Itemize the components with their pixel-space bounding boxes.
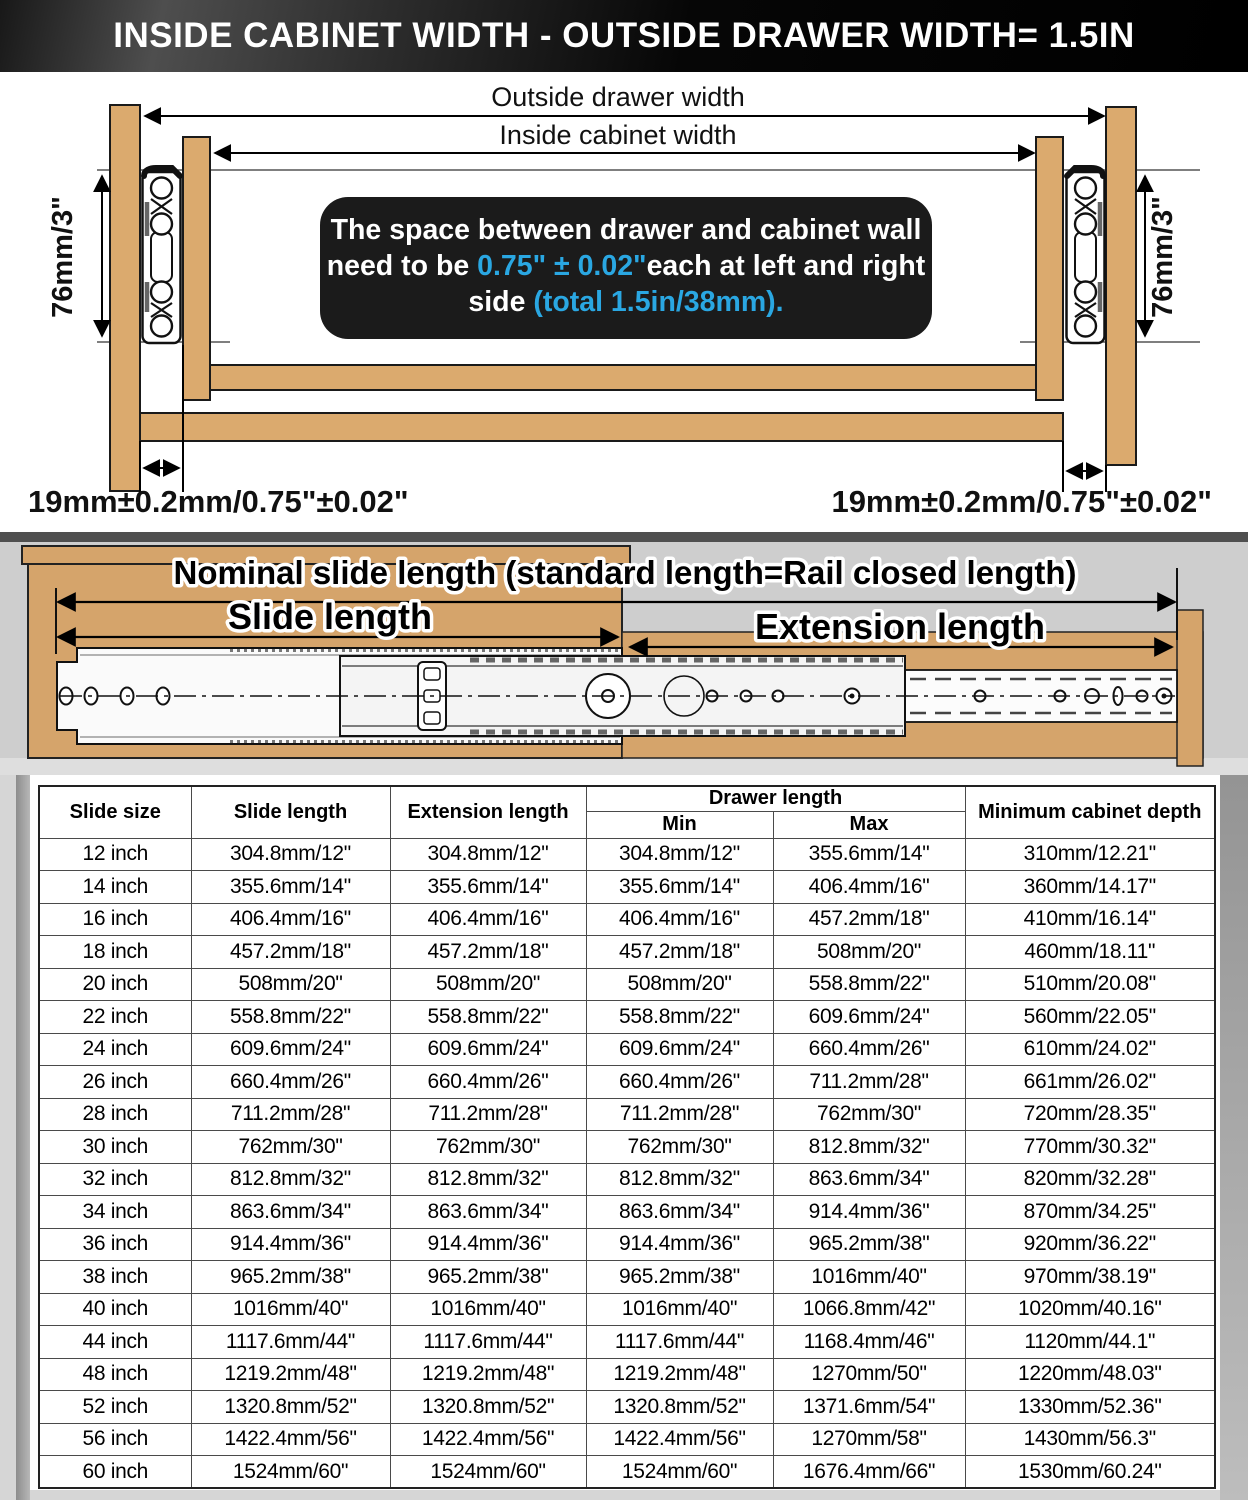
spacing-info-box [320, 197, 932, 339]
table-cell: 711.2mm/28" [191, 1098, 390, 1131]
table-cell: 410mm/16.14" [965, 903, 1215, 936]
table-cell: 560mm/22.05" [965, 1001, 1215, 1034]
nominal-length-label: Nominal slide length (standard length=Rail closed length) [173, 554, 1077, 591]
table-cell: 1117.6mm/44" [191, 1326, 390, 1359]
table-cell: 56 inch [39, 1423, 191, 1456]
table-cell: 965.2mm/38" [773, 1228, 965, 1261]
table-body [39, 838, 1215, 1488]
table-cell: 1524mm/60" [191, 1456, 390, 1489]
table-cell: 32 inch [39, 1163, 191, 1196]
title-banner [0, 0, 1248, 72]
table-cell: 457.2mm/18" [586, 936, 773, 969]
table-row [39, 1261, 1215, 1294]
header-slide-length: Slide length [191, 786, 390, 838]
header-drawer-length-min: Min [586, 811, 773, 838]
table-cell: 460mm/18.11" [965, 936, 1215, 969]
table-cell: 1016mm/40" [390, 1293, 586, 1326]
table-cell: 610mm/24.02" [965, 1033, 1215, 1066]
table-cell: 1530mm/60.24" [965, 1456, 1215, 1489]
table-row [39, 1001, 1215, 1034]
table-cell: 661mm/26.02" [965, 1066, 1215, 1099]
table-cell: 558.8mm/22" [390, 1001, 586, 1034]
table-cell: 914.4mm/36" [390, 1228, 586, 1261]
table-cell: 863.6mm/34" [191, 1196, 390, 1229]
table-row [39, 1066, 1215, 1099]
table-cell: 870mm/34.25" [965, 1196, 1215, 1229]
table-cell: 965.2mm/38" [390, 1261, 586, 1294]
table-row [39, 1033, 1215, 1066]
table-cell: 26 inch [39, 1066, 191, 1099]
table-cell: 457.2mm/18" [191, 936, 390, 969]
table-cell: 1219.2mm/48" [390, 1358, 586, 1391]
table-cell: 360mm/14.17" [965, 871, 1215, 904]
table-row [39, 1196, 1215, 1229]
table-cell: 22 inch [39, 1001, 191, 1034]
table-cell: 762mm/30" [773, 1098, 965, 1131]
table-cell: 30 inch [39, 1131, 191, 1164]
table-cell: 609.6mm/24" [586, 1033, 773, 1066]
table-cell: 558.8mm/22" [773, 968, 965, 1001]
table-row [39, 1163, 1215, 1196]
header-extension-length: Extension length [390, 786, 586, 838]
table-row [39, 871, 1215, 904]
table-cell: 1524mm/60" [586, 1456, 773, 1489]
info-line-2: need to be 0.75" ± 0.02"each at left and right [326, 250, 926, 282]
drawer-front-strip [1177, 610, 1203, 766]
table-cell: 1220mm/48.03" [965, 1358, 1215, 1391]
table-cell: 720mm/28.35" [965, 1098, 1215, 1131]
table-row [39, 1098, 1215, 1131]
table-cell: 508mm/20" [191, 968, 390, 1001]
left-drawer-side [183, 137, 210, 400]
table-cell: 711.2mm/28" [390, 1098, 586, 1131]
right-gap-label: 19mm±0.2mm/0.75"±0.02" [831, 484, 1212, 519]
table-cell: 914.4mm/36" [773, 1196, 965, 1229]
table-cell: 965.2mm/38" [586, 1261, 773, 1294]
table-cell: 406.4mm/16" [390, 903, 586, 936]
table-cell: 14 inch [39, 871, 191, 904]
right-gray-band [1220, 775, 1248, 1500]
table-row [39, 1423, 1215, 1456]
table-cell: 1422.4mm/56" [191, 1423, 390, 1456]
table-cell: 812.8mm/32" [586, 1163, 773, 1196]
table-cell: 1270mm/58" [773, 1423, 965, 1456]
table-row [39, 1293, 1215, 1326]
table-cell: 52 inch [39, 1391, 191, 1424]
table-cell: 1219.2mm/48" [586, 1358, 773, 1391]
table-cell: 1270mm/50" [773, 1358, 965, 1391]
cabinet-cross-section-diagram [0, 72, 1248, 532]
table-cell: 457.2mm/18" [773, 903, 965, 936]
table-cell: 1016mm/40" [586, 1293, 773, 1326]
table-cell: 812.8mm/32" [390, 1163, 586, 1196]
extension-length-label: Extension length [754, 606, 1046, 647]
table-cell: 1676.4mm/66" [773, 1456, 965, 1489]
table-cell: 20 inch [39, 968, 191, 1001]
table-cell: 1066.8mm/42" [773, 1293, 965, 1326]
table-row [39, 1228, 1215, 1261]
table-cell: 508mm/20" [773, 936, 965, 969]
left-gray-band [16, 775, 30, 1500]
table-cell: 609.6mm/24" [191, 1033, 390, 1066]
table-cell: 1430mm/56.3" [965, 1423, 1215, 1456]
table-cell: 1016mm/40" [191, 1293, 390, 1326]
table-row [39, 903, 1215, 936]
table-cell: 660.4mm/26" [773, 1033, 965, 1066]
drawer-bottom-board [210, 365, 1036, 390]
table-cell: 1020mm/40.16" [965, 1293, 1215, 1326]
left-gap-label: 19mm±0.2mm/0.75"±0.02" [28, 484, 409, 519]
table-cell: 1330mm/52.36" [965, 1391, 1215, 1424]
table-row [39, 838, 1215, 871]
table-cell: 1320.8mm/52" [390, 1391, 586, 1424]
header-drawer-length: Drawer length [586, 786, 965, 811]
table-row [39, 1326, 1215, 1359]
table-cell: 406.4mm/16" [773, 871, 965, 904]
table-cell: 48 inch [39, 1358, 191, 1391]
header-drawer-length-max: Max [773, 811, 965, 838]
spec-table-section [0, 775, 1248, 1500]
slide-size-table [38, 785, 1216, 1489]
slide-length-label: Slide length [227, 596, 433, 637]
table-cell: 304.8mm/12" [390, 838, 586, 871]
table-cell: 24 inch [39, 1033, 191, 1066]
mid-section-bottom-strip [0, 758, 1248, 775]
info-line-1: The space between drawer and cabinet wall [330, 214, 922, 246]
table-cell: 355.6mm/14" [390, 871, 586, 904]
table-row [39, 936, 1215, 969]
table-cell: 508mm/20" [586, 968, 773, 1001]
table-row [39, 1131, 1215, 1164]
table-cell: 1422.4mm/56" [390, 1423, 586, 1456]
outside-drawer-width-label: Outside drawer width [491, 82, 745, 112]
table-cell: 304.8mm/12" [586, 838, 773, 871]
header-min-cabinet-depth: Minimum cabinet depth [965, 786, 1215, 838]
table-cell: 34 inch [39, 1196, 191, 1229]
table-cell: 660.4mm/26" [390, 1066, 586, 1099]
table-cell: 863.6mm/34" [390, 1196, 586, 1229]
table-cell: 355.6mm/14" [191, 871, 390, 904]
table-cell: 1524mm/60" [390, 1456, 586, 1489]
table-cell: 457.2mm/18" [390, 936, 586, 969]
right-slide-height-label: 76mm/3" [1147, 196, 1179, 318]
table-cell: 1320.8mm/52" [586, 1391, 773, 1424]
table-cell: 60 inch [39, 1456, 191, 1489]
table-row [39, 1456, 1215, 1489]
table-row [39, 1358, 1215, 1391]
table-cell: 38 inch [39, 1261, 191, 1294]
table-cell: 508mm/20" [390, 968, 586, 1001]
table-row [39, 968, 1215, 1001]
banner-title: INSIDE CABINET WIDTH - OUTSIDE DRAWER WIDTH= 1.5IN [113, 16, 1135, 55]
table-cell: 36 inch [39, 1228, 191, 1261]
table-cell: 1117.6mm/44" [586, 1326, 773, 1359]
table-cell: 1371.6mm/54" [773, 1391, 965, 1424]
info-line-3: side (total 1.5in/38mm). [468, 286, 784, 318]
drawer-slide-cross-section-left [143, 168, 181, 343]
table-cell: 660.4mm/26" [586, 1066, 773, 1099]
header-slide-size: Slide size [39, 786, 191, 838]
left-slide-height-label: 76mm/3" [47, 196, 79, 318]
slide-length-diagram [0, 532, 1248, 775]
mid-section-top-border [0, 532, 1248, 542]
cabinet-bottom-board [140, 413, 1063, 441]
table-cell: 970mm/38.19" [965, 1261, 1215, 1294]
table-cell: 44 inch [39, 1326, 191, 1359]
table-cell: 355.6mm/14" [586, 871, 773, 904]
table-cell: 1320.8mm/52" [191, 1391, 390, 1424]
table-cell: 762mm/30" [390, 1131, 586, 1164]
table-cell: 558.8mm/22" [191, 1001, 390, 1034]
table-cell: 863.6mm/34" [586, 1196, 773, 1229]
table-cell: 711.2mm/28" [586, 1098, 773, 1131]
table-cell: 1219.2mm/48" [191, 1358, 390, 1391]
table-cell: 820mm/32.28" [965, 1163, 1215, 1196]
left-cabinet-wall [110, 105, 140, 491]
inside-cabinet-width-label: Inside cabinet width [499, 120, 737, 150]
table-cell: 304.8mm/12" [191, 838, 390, 871]
right-drawer-side [1036, 137, 1063, 400]
table-cell: 770mm/30.32" [965, 1131, 1215, 1164]
table-cell: 914.4mm/36" [586, 1228, 773, 1261]
table-cell: 40 inch [39, 1293, 191, 1326]
table-cell: 1422.4mm/56" [586, 1423, 773, 1456]
table-cell: 1016mm/40" [773, 1261, 965, 1294]
table-cell: 609.6mm/24" [390, 1033, 586, 1066]
table-cell: 28 inch [39, 1098, 191, 1131]
table-cell: 18 inch [39, 936, 191, 969]
table-cell: 510mm/20.08" [965, 968, 1215, 1001]
table-cell: 863.6mm/34" [773, 1163, 965, 1196]
table-row [39, 1391, 1215, 1424]
right-cabinet-wall [1106, 107, 1136, 465]
table-cell: 1117.6mm/44" [390, 1326, 586, 1359]
table-cell: 660.4mm/26" [191, 1066, 390, 1099]
table-cell: 812.8mm/32" [773, 1131, 965, 1164]
table-cell: 965.2mm/38" [191, 1261, 390, 1294]
table-cell: 762mm/30" [586, 1131, 773, 1164]
table-cell: 406.4mm/16" [191, 903, 390, 936]
table-cell: 1120mm/44.1" [965, 1326, 1215, 1359]
table-cell: 355.6mm/14" [773, 838, 965, 871]
table-cell: 762mm/30" [191, 1131, 390, 1164]
table-cell: 609.6mm/24" [773, 1001, 965, 1034]
table-cell: 310mm/12.21" [965, 838, 1215, 871]
drawer-slide-cross-section-right [1067, 168, 1105, 343]
table-cell: 914.4mm/36" [191, 1228, 390, 1261]
table-cell: 920mm/36.22" [965, 1228, 1215, 1261]
table-cell: 12 inch [39, 838, 191, 871]
table-cell: 406.4mm/16" [586, 903, 773, 936]
table-cell: 812.8mm/32" [191, 1163, 390, 1196]
table-cell: 1168.4mm/46" [773, 1326, 965, 1359]
table-cell: 16 inch [39, 903, 191, 936]
table-cell: 558.8mm/22" [586, 1001, 773, 1034]
table-cell: 711.2mm/28" [773, 1066, 965, 1099]
